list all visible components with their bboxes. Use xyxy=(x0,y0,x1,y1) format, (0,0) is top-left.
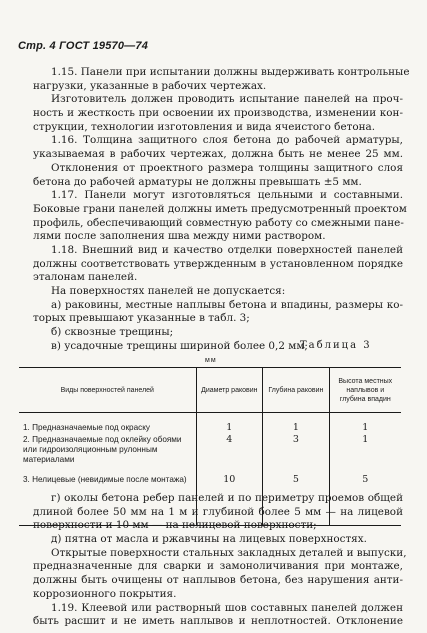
column-header: Диаметр раковин xyxy=(196,368,263,413)
table-cell: 4 xyxy=(196,435,263,475)
text-line: указываемая в рабочих чертежах, должна быть не менее 25 мм. xyxy=(33,148,403,161)
text-block-upper xyxy=(33,66,410,353)
text-line: д) пятна от масла и ржавчины на лицевых поверхностях. xyxy=(51,533,367,546)
text-line: ность и жесткость при освоении их производства, изменении кон- xyxy=(33,107,403,120)
text-line: предназначенные для сварки и замоноличивания при монтаже, xyxy=(33,560,403,573)
row-label: 1. Предназначаемые под окраску xyxy=(23,423,151,432)
text-line: коррозионного покрытия. xyxy=(33,587,177,600)
table-cell: 5 xyxy=(263,475,329,526)
table-cell xyxy=(19,435,196,475)
text-line: 1.18. Внешний вид и качество отделки поверхностей панелей xyxy=(51,243,403,256)
row-label: 2. Предназначаемые под оклейку обоями или гидроизоляционным рулонным материалами xyxy=(23,435,182,464)
text-line: должны соответствовать утвержденным в установленном порядке xyxy=(33,257,403,270)
text-line: г) околы бетона ребер панелей и по периметру проемов общей xyxy=(51,492,403,504)
text-line: торых превышают указанные в табл. 3; xyxy=(33,312,250,325)
row-label: 3. Нелицевые (невидимые после монтажа) xyxy=(23,475,187,484)
table-cell: 1 xyxy=(329,435,401,475)
text-line: Изготовитель должен проводить испытание панелей на проч- xyxy=(51,93,403,106)
text-line: поверхности и 10 мм — на нелицевой поверхности; xyxy=(33,519,317,532)
text-block-lower xyxy=(33,492,407,629)
column-header: Глубина раковин xyxy=(263,368,329,413)
table-header-row xyxy=(19,368,401,413)
text-line: струкции, технологии изготовления и вида ячеистого бетона. xyxy=(33,120,376,133)
text-line: в) усадочные трещины шириной более 0,2 мм; xyxy=(51,339,308,352)
text-line: лями после заполнения шва между ними раствором. xyxy=(33,230,326,243)
page-header: Стр. 4 ГОСТ 19570—74 xyxy=(18,40,149,52)
text-line: а) раковины, местные наплывы бетона и впадины, размеры ко- xyxy=(51,298,403,311)
text-line: бетона до рабочей арматуры не должны превышать ±5 мм. xyxy=(33,175,362,188)
table-row xyxy=(19,435,401,475)
table-cell xyxy=(19,413,196,436)
table-cell: 1 xyxy=(196,413,263,436)
text-line: должны быть очищены от наплывов бетона, без нарушения анти- xyxy=(33,574,403,587)
table-cell: 10 xyxy=(196,475,263,526)
text-line: быть расшит и не иметь наплывов и неплотностей. Отклонение xyxy=(33,615,403,628)
text-line: Боковые грани панелей должны иметь предусмотренный проектом xyxy=(33,202,407,215)
text-line: 1.16. Толщина защитного слоя бетона до рабочей арматуры, xyxy=(51,134,403,147)
text-line: нагрузки, указанные в рабочих чертежах. xyxy=(33,79,267,92)
text-line: длиной более 50 мм на 1 м и глубиной более 5 мм — на лицевой xyxy=(33,505,403,518)
text-line: 1.19. Клеевой или растворный шов составных панелей должен xyxy=(51,601,403,614)
text-line: Отклонения от проектного размера толщины защитного слоя xyxy=(51,161,403,174)
table-cell: 3 xyxy=(263,435,329,475)
text-line: эталонам панелей. xyxy=(33,271,138,284)
text-line: 1.15. Панели при испытании должны выдерживать контрольные xyxy=(51,66,410,78)
text-line: На поверхностях панелей не допускается: xyxy=(51,285,286,297)
table-row xyxy=(19,413,401,436)
table-cell: 1 xyxy=(329,413,401,436)
text-line: Открытые поверхности стальных закладных деталей и выпуски, xyxy=(51,546,407,559)
text-line: 1.17. Панели могут изготовляться цельными и составными. xyxy=(51,189,403,202)
column-header: Виды поверхностей панелей xyxy=(19,368,196,413)
text-line: профиль, обеспечивающий совместную работу со смежными пане- xyxy=(33,216,404,229)
table-cell: 5 xyxy=(329,475,401,526)
table-units: мм xyxy=(205,357,217,364)
table-cell: 1 xyxy=(263,413,329,436)
text-line: б) сквозные трещины; xyxy=(51,326,174,339)
column-header: Высота местных наплывов и глубина впадин xyxy=(329,368,401,413)
table-caption: Таблица 3 xyxy=(300,340,372,351)
